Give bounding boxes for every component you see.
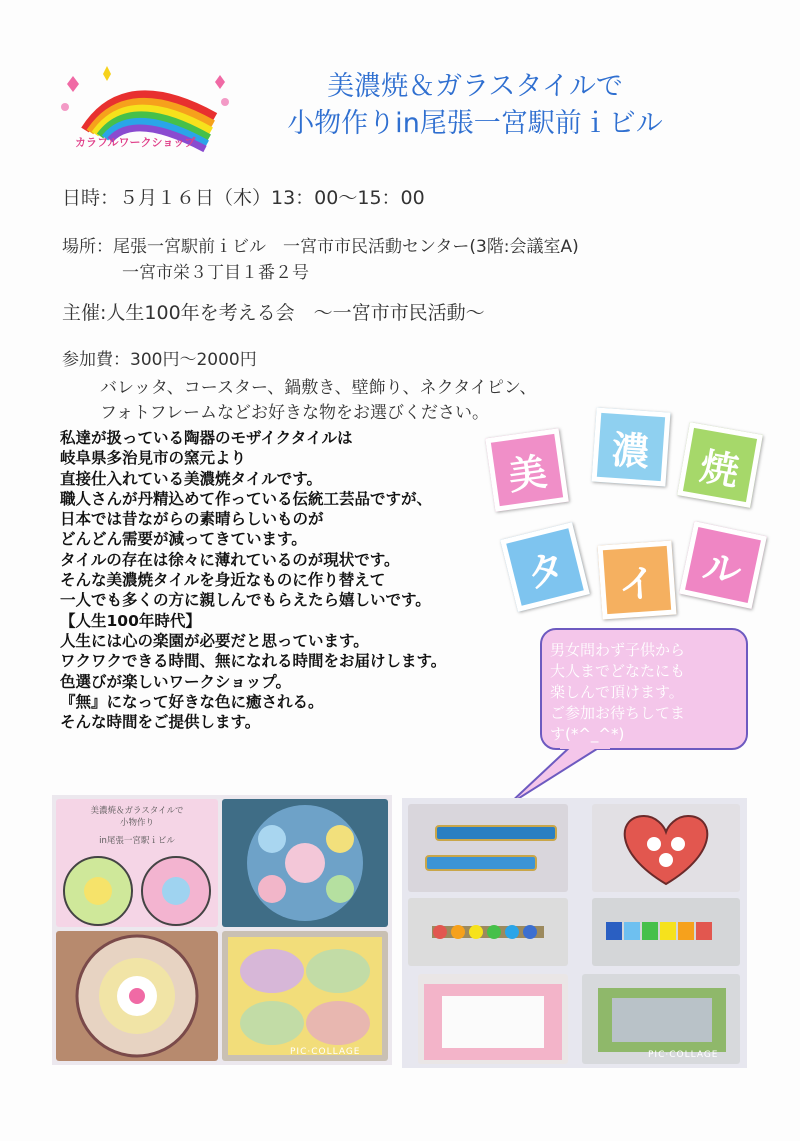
heart-mosaic-image bbox=[592, 804, 740, 892]
watermark-right: PIC·COLLAGE bbox=[648, 1050, 719, 1060]
photo-collage-left bbox=[52, 795, 392, 1065]
body-line: 岐阜県多治見市の窯元より bbox=[60, 449, 247, 468]
tile-ru bbox=[679, 521, 767, 609]
photo-frame-pink-image bbox=[418, 974, 568, 1064]
body-line: 人生には心の楽園が必要だと思っています。 bbox=[60, 631, 369, 650]
tile-char: 焼 bbox=[696, 443, 742, 494]
fee-label: 参加費：300円～2000円 bbox=[62, 350, 257, 370]
mosaic-hearts-image bbox=[60, 851, 216, 927]
event-datetime: 日時：５月１６日（木）13：00～15：00 bbox=[62, 187, 425, 209]
barrette-square-image bbox=[592, 898, 740, 966]
page-title bbox=[215, 68, 735, 142]
photo-frame-pink bbox=[418, 974, 568, 1064]
collage-caption-3: in尾張一宮駅ｉビル bbox=[99, 836, 175, 846]
logo-text: カラフルワークショップ bbox=[75, 136, 196, 149]
body-line: 職人さんが丹精込めて作っている伝統工芸品ですが、 bbox=[60, 489, 433, 508]
tile-char: 濃 bbox=[610, 427, 652, 474]
body-line: どんどん需要が減ってきています。 bbox=[60, 530, 307, 549]
location-line-2: 一宮市栄３丁目１番２号 bbox=[122, 263, 309, 283]
collage-title-card bbox=[56, 799, 218, 927]
tie-pin-image bbox=[408, 804, 568, 892]
title-line-2: 小物作りin尾張一宮駅前ｉビル bbox=[287, 108, 663, 139]
bubble-line: ご参加お待ちしてま bbox=[550, 704, 686, 722]
bubble-line: 大人までどなたにも bbox=[550, 662, 686, 680]
body-line: 日本では昔ながらの素晴らしいものが bbox=[60, 510, 324, 529]
barrette-square-photo bbox=[592, 898, 740, 966]
body-line: そんな時間をご提供します。 bbox=[60, 713, 261, 732]
body-line: 直接仕入れている美濃焼タイルです。 bbox=[60, 469, 322, 488]
body-line: 【人生100年時代】 bbox=[60, 611, 201, 630]
body-line: 『無』になって好きな色に癒される。 bbox=[60, 692, 324, 711]
organizer: 主催:人生100年を考える会 ～一宮市市民活動～ bbox=[62, 302, 485, 324]
barrette-round-image bbox=[408, 898, 568, 966]
tile-mi bbox=[485, 428, 569, 512]
bubble-line: 楽しんで頂けます。 bbox=[550, 683, 684, 701]
body-line: 色選びが楽しいワークショップ。 bbox=[60, 672, 291, 691]
tile-char: 美 bbox=[505, 449, 550, 498]
body-line: 一人でも多くの方に親しんでもらえたら嬉しいです。 bbox=[60, 591, 431, 610]
mosaic-flower-image bbox=[222, 799, 388, 927]
fee-items-line-1: バレッタ、コースター、鍋敷き、壁飾り、ネクタイピン、 bbox=[100, 378, 537, 398]
title-line-1: 美濃焼＆ガラスタイルで bbox=[327, 71, 623, 102]
photo-frame-green bbox=[582, 974, 740, 1064]
collage-caption-1: 美濃焼＆ガラスタイルで bbox=[90, 806, 184, 816]
mosaic-flower-photo bbox=[222, 799, 388, 927]
collage-caption-2: 小物作り bbox=[119, 818, 154, 828]
fee-items-line-2: フォトフレームなどお好きな物をお選びください。 bbox=[100, 403, 489, 423]
tile-i bbox=[598, 541, 677, 620]
tile-yaki bbox=[677, 422, 763, 508]
tie-pin-photo bbox=[408, 804, 568, 892]
tile-char: イ bbox=[616, 560, 658, 607]
mosaic-mandala-photo bbox=[56, 931, 218, 1061]
body-line: ワクワクできる時間、無になれる時間をお届けします。 bbox=[60, 652, 447, 671]
tile-char: ル bbox=[699, 542, 746, 594]
body-line: タイルの存在は徐々に薄れているのが現状です。 bbox=[60, 550, 400, 569]
tile-nou bbox=[592, 408, 671, 487]
heart-mosaic-photo bbox=[592, 804, 740, 892]
workshop-logo bbox=[55, 62, 235, 157]
barrette-round-photo bbox=[408, 898, 568, 966]
tile-char: タ bbox=[522, 544, 570, 597]
bubble-line: す(*^_^*) bbox=[550, 725, 625, 743]
description-body bbox=[60, 428, 520, 732]
photo-collage-right bbox=[402, 798, 747, 1068]
mosaic-leaf-image bbox=[222, 931, 388, 1061]
body-line: そんな美濃焼タイルを身近なものに作り替えて bbox=[60, 571, 386, 590]
mosaic-mandala-image bbox=[56, 931, 218, 1061]
body-line: 私達が扱っている陶器のモザイクタイルは bbox=[60, 429, 353, 447]
location-line-1: 場所：尾張一宮駅前ｉビル 一宮市市民活動センター(3階:会議室A) bbox=[62, 237, 579, 257]
speech-bubble bbox=[540, 628, 748, 750]
watermark-left: PIC·COLLAGE bbox=[290, 1047, 361, 1057]
mosaic-leaf-photo bbox=[222, 931, 388, 1061]
bubble-line: 男女問わず子供から bbox=[550, 641, 686, 659]
